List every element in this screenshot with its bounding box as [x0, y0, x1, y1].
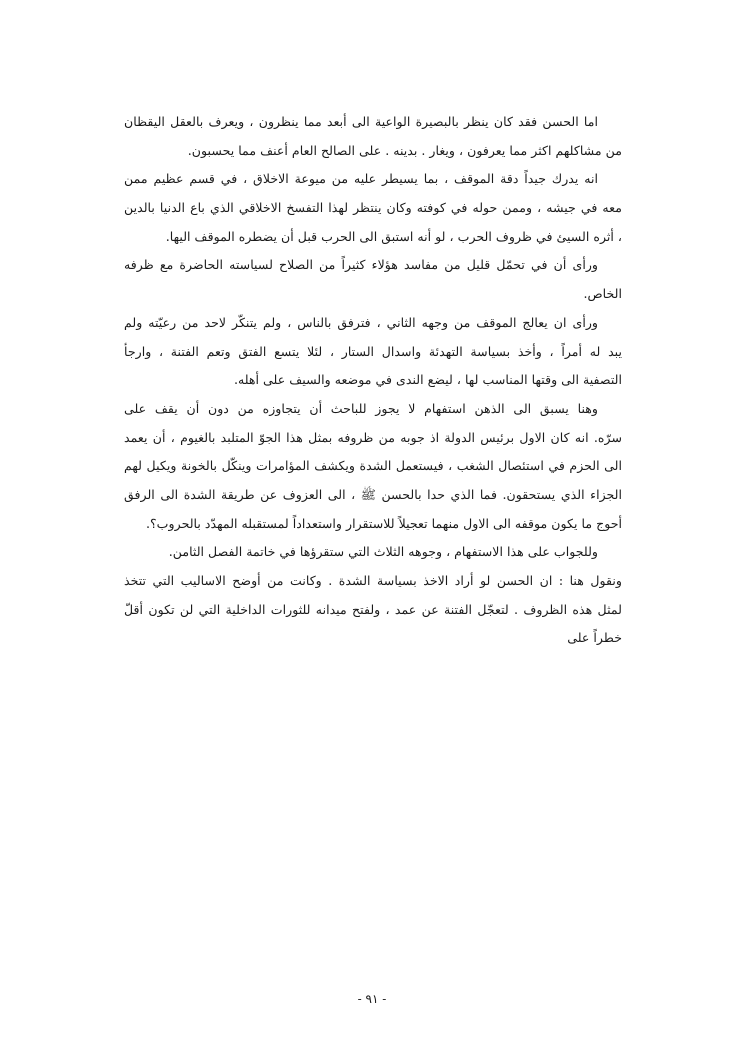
- text-line: ، أثره السيئ في ظروف الحرب ، لو أنه استبق الى الحرب قبل أن يضطره الموقف اليها.: [165, 228, 622, 244]
- text-line: وهنا يسبق الى الذهن استفهام لا يجوز للباحث أن يتجاوزه من دون أن يقف على: [124, 400, 598, 416]
- text-line: يبد له أمراً ، وأخذ بسياسة التهدئة واسدال الستار ، لئلا يتسع الفتق وتعم الفتنة ، وارجأ: [124, 343, 622, 359]
- body-text: [124, 108, 622, 653]
- page-number: - ٩١ -: [357, 992, 387, 1006]
- text-line: لمثل هذه الظروف . لتعجّل الفتنة عن عمد ، ولفتح ميدانه للثورات الداخلية التي لن تكون أقلّ: [124, 601, 622, 617]
- text-line: سرّه. انه كان الاول برئيس الدولة اذ جوبه من ظروفه بمثل هذا الجوّ المتلبد بالغيوم ، أن يعمد: [124, 429, 622, 445]
- text-line: ونقول هنا : ان الحسن لو أراد الاخذ بسياسة الشدة . وكانت من أوضح الاساليب التي تتخذ: [124, 573, 622, 588]
- text-line: وللجواب على هذا الاستفهام ، وجوهه الثلاث التي ستقرؤها في خاتمة الفصل الثامن.: [168, 544, 598, 560]
- text-line: التصفية الى وقتها المناسب لها ، ليضع الندى في موضعه والسيف على أهله.: [233, 372, 622, 388]
- text-line: انه يدرك جيداً دقة الموقف ، بما يسيطر عليه من ميوعة الاخلاق ، في قسم عظيم ممن: [124, 171, 598, 187]
- text-line: الخاص.: [583, 286, 622, 302]
- text-line: معه في جيشه ، وممن حوله في كوفته وكان ينتظر لهذا التفسخ الاخلاقي الذي باع الدنيا بالدين: [124, 200, 622, 216]
- text-line: خطراً على: [567, 630, 622, 646]
- text-line: الى الحزم في استئصال الشغب ، فيستعمل الشدة ويكشف المؤامرات وينكّل بالخونة ويكيل لهم: [124, 458, 622, 474]
- text-line: ورأى أن في تحمّل قليل من مفاسد هؤلاء كثيراً من الصلاح لسياسته الحاضرة مع ظرفه: [124, 257, 598, 273]
- text-line: الجزاء الذي يستحقون. فما الذي حدا بالحسن ﷺ ، الى العزوف عن طريقة الشدة الى الرفق: [124, 486, 622, 502]
- text-line: من مشاكلهم اكثر مما يعرفون ، ويغار . بدينه . على الصالح العام أعنف مما يحسبون.: [187, 142, 622, 158]
- text-line: اما الحسن فقد كان ينظر بالبصيرة الواعية الى أبعد مما ينظرون ، ويعرف بالعقل اليقظان: [124, 114, 598, 129]
- text-line: أحوج ما يكون موقفه الى الاول منهما تعجيلاً للاستقرار واستعداداً لمستقبله المهدّد بالحروب؟.: [146, 515, 622, 531]
- text-line: ورأى ان يعالج الموقف من وجهه الثاني ، فترفق بالناس ، ولم يتنكّر لاحد من رعيّته ولم: [124, 314, 598, 330]
